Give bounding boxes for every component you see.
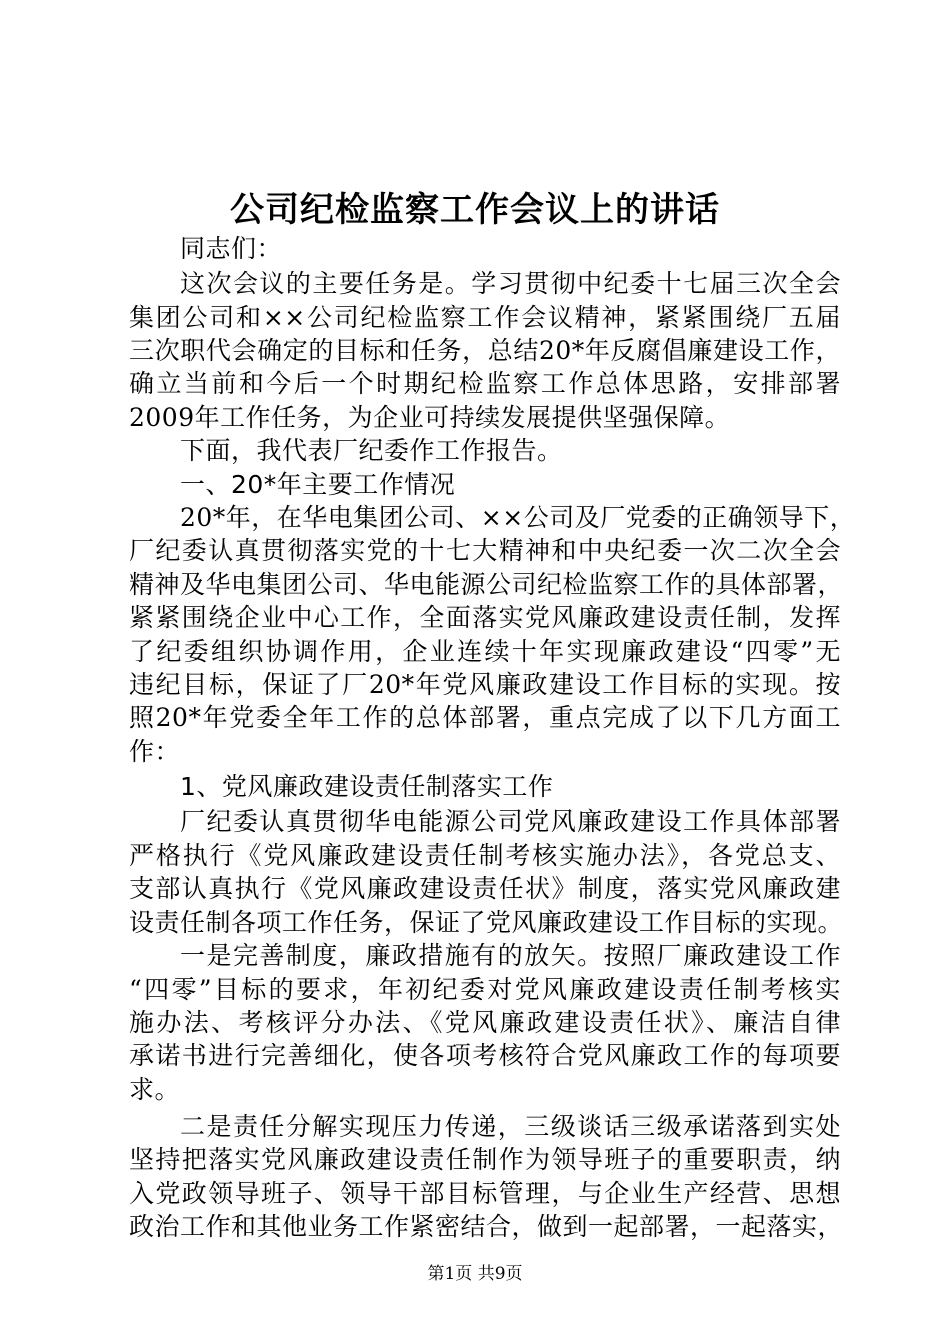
paragraph-line: 确立当前和今后一个时期纪检监察工作总体思路，安排部署 bbox=[129, 369, 841, 398]
subsection-heading: 1、党风廉政建设责任制落实工作 bbox=[180, 772, 554, 801]
paragraph-line: 集团公司和××公司纪检监察工作会议精神，紧紧围绕厂五届 bbox=[129, 303, 841, 332]
paragraph-line: 紧紧围绕企业中心工作，全面落实党风廉政建设责任制，发挥 bbox=[129, 603, 841, 632]
paragraph-line: 政治工作和其他业务工作紧密结合，做到一起部署，一起落实， bbox=[129, 1212, 844, 1241]
paragraph-line: 了纪委组织协调作用，企业连续十年实现廉政建设“四零”无 bbox=[129, 637, 841, 666]
paragraph-line: 设责任制各项工作任务，保证了党风廉政建设工作目标的实现。 bbox=[129, 908, 844, 937]
section-heading: 一、20*年主要工作情况 bbox=[180, 470, 456, 499]
paragraph-line: 坚持把落实党风廉政建设责任制作为领导班子的重要职责，纳 bbox=[129, 1145, 841, 1174]
paragraph-line: 作： bbox=[129, 737, 181, 766]
document-title: 公司纪检监察工作会议上的讲话 bbox=[230, 190, 720, 230]
paragraph-line: 支部认真执行《党风廉政建设责任状》制度，落实党风廉政建 bbox=[129, 874, 841, 903]
paragraph-line: “四零”目标的要求，年初纪委对党风廉政建设责任制考核实 bbox=[129, 975, 841, 1004]
page-number-footer: 第1页 共9页 bbox=[427, 1264, 523, 1284]
paragraph-line: 厂纪委认真贯彻华电能源公司党风廉政建设工作具体部署 bbox=[180, 807, 841, 836]
paragraph-line: 施办法、考核评分办法、《党风廉政建设责任状》、廉洁自律 bbox=[129, 1008, 841, 1037]
paragraph-line: 入党政领导班子、领导干部目标管理，与企业生产经营、思想 bbox=[129, 1179, 841, 1208]
paragraph-line: 三次职代会确定的目标和任务，总结20*年反腐倡廉建设工作， bbox=[129, 336, 841, 365]
salutation: 同志们： bbox=[180, 234, 283, 263]
paragraph-line: 照20*年党委全年工作的总体部署，重点完成了以下几方面工 bbox=[129, 703, 841, 732]
paragraph-line: 2009年工作任务，为企业可持续发展提供坚强保障。 bbox=[129, 403, 731, 432]
paragraph-line: 这次会议的主要任务是。学习贯彻中纪委十七届三次全会 bbox=[180, 269, 841, 298]
paragraph-line: 二是责任分解实现压力传递，三级谈话三级承诺落到实处 bbox=[180, 1112, 841, 1141]
paragraph-line: 下面，我代表厂纪委作工作报告。 bbox=[180, 436, 563, 465]
paragraph-line: 违纪目标，保证了厂20*年党风廉政建设工作目标的实现。按 bbox=[129, 670, 841, 699]
paragraph-line: 20*年，在华电集团公司、××公司及厂党委的正确领导下， bbox=[180, 503, 856, 532]
paragraph-line: 厂纪委认真贯彻落实党的十七大精神和中央纪委一次二次全会 bbox=[129, 536, 841, 565]
paragraph-line: 承诺书进行完善细化，使各项考核符合党风廉政工作的每项要 bbox=[129, 1041, 841, 1070]
paragraph-line: 求。 bbox=[129, 1075, 181, 1104]
paragraph-line: 严格执行《党风廉政建设责任制考核实施办法》，各党总支、 bbox=[129, 841, 841, 870]
paragraph-line: 精神及华电集团公司、华电能源公司纪检监察工作的具体部署， bbox=[129, 570, 844, 599]
paragraph-line: 一是完善制度，廉政措施有的放矢。按照厂廉政建设工作 bbox=[180, 941, 841, 970]
